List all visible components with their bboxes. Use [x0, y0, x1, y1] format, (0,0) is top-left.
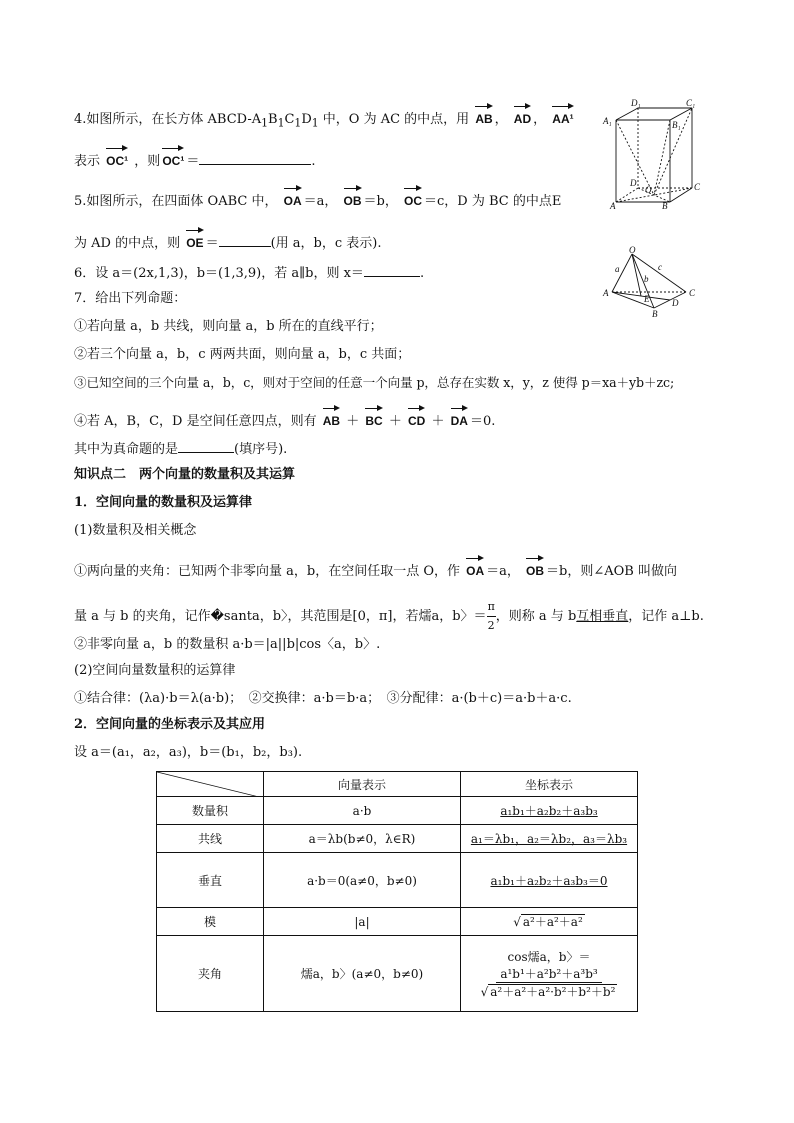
vector-ab: AB — [475, 104, 492, 129]
answer-blank-q7[interactable] — [178, 440, 234, 453]
row-vector: a＝λb(b≠0，λ∈R) — [264, 825, 461, 853]
cuboid-figure — [602, 98, 702, 210]
q7-title: 7．给出下列命题： — [74, 291, 187, 306]
vector-ab-q7: AB — [323, 406, 340, 431]
label-d2: D — [672, 298, 679, 308]
row-coordinate: √ a²＋a²＋a² — [461, 908, 638, 936]
cos-formula-label: cos燸a，b〉＝ — [507, 949, 591, 964]
label-d1: D₁ — [631, 98, 641, 108]
angle-definition-line1: ①两向量的夹角：已知两个非零向量 a，b，在空间任取一点 O，作 OA ＝a， OB ＝b，则∠AOB 叫做向 — [74, 556, 677, 581]
row-name: 垂直 — [157, 853, 264, 908]
q7-prop3: ③已知空间的三个向量 a，b，c，则对于空间的任意一个向量 p，总存在实数 x，y，z 使得 p＝xa＋yb＋zc; — [74, 375, 675, 390]
vector-oc1: OC¹ — [106, 146, 128, 171]
row-vector: |a| — [264, 908, 461, 936]
cos-numerator: a¹b¹＋a²b²＋a³b³ — [496, 965, 601, 983]
subsection-1: 1．空间向量的数量积及运算律 — [74, 495, 253, 510]
row-coordinate — [461, 936, 638, 1012]
answer-blank-q5[interactable] — [219, 234, 271, 247]
row-coordinate: a₁b₁＋a₂b₂＋a₃b₃＝0 — [461, 853, 638, 908]
q4-line1: 4.如图所示，在长方体 ABCD-$A_1B_1C_1D_1$ 中，O 为 AC 的中点，用 AB ， AD ， AA¹ — [74, 104, 576, 133]
table-row — [157, 908, 638, 936]
subsection-1-1: (1)数量积及相关概念 — [74, 523, 197, 538]
cos-denominator: √ a²＋a²＋a²·b²＋b²＋b² — [480, 984, 616, 999]
q4-line2: 表示 OC¹ ，则 OC¹ ＝ . — [74, 146, 315, 171]
label-a: A — [610, 201, 616, 210]
row-vector: 燸a，b〉(a≠0，b≠0) — [264, 936, 461, 1012]
q5-line2: 为 AD 的中点，则 OE ＝ (用 a，b，c 表示). — [74, 228, 381, 253]
row-name: 共线 — [157, 825, 264, 853]
table-row — [157, 825, 638, 853]
vector-ob-k2: OB — [526, 556, 544, 581]
label-c1: C₁ — [686, 98, 696, 108]
label-e: E — [644, 294, 650, 304]
vector-oc: OC — [404, 186, 422, 211]
q5-line1: 5.如图所示，在四面体 OABC 中， OA ＝a， OB ＝b， OC ＝c，D 为 BC 的中点E — [74, 186, 561, 211]
label-vec-a: a — [615, 264, 620, 274]
subsection-1-2: (2)空间向量数量积的运算律 — [74, 663, 236, 678]
q7-answer: 其中为真命题的是 (填序号). — [74, 442, 288, 457]
row-coordinate: a₁b₁＋a₂b₂＋a₃b₃ — [461, 797, 638, 825]
coordinate-table — [156, 771, 638, 1012]
label-vec-b: b — [644, 274, 649, 284]
vector-ob: OB — [344, 186, 362, 211]
row-vector: a·b — [264, 797, 461, 825]
label-d: D — [630, 178, 637, 188]
vector-cd-q7: CD — [408, 406, 425, 431]
operation-laws: ①结合律：(λa)·b＝λ(a·b)； ②交换律：a·b＝b·a； ③分配律：a·(b＋c)＝a·b＋a·c. — [74, 691, 572, 706]
label-o2: O — [629, 246, 636, 255]
vector-da-q7: DA — [451, 406, 468, 431]
row-name: 模 — [157, 908, 264, 936]
fraction-pi-over-2: $\frac{\pi}{2}$ — [487, 600, 495, 632]
q7-prop2: ②若三个向量 a，b，c 两两共面，则向量 a，b，c 共面； — [74, 347, 411, 362]
vector-oa: OA — [284, 186, 302, 211]
label-a1: A₁ — [603, 116, 612, 126]
label-b2: B — [652, 309, 658, 318]
label-o: O — [645, 185, 652, 195]
table-row — [157, 936, 638, 1012]
table-row — [157, 853, 638, 908]
q6-line: 6．设 a＝(2x,1,3)，b＝(1,3,9)，若 a∥b，则 x＝ . — [74, 266, 425, 281]
vector-oe: OE — [186, 228, 203, 253]
header-coordinate: 坐标表示 — [461, 772, 638, 797]
answer-blank-q4[interactable] — [199, 152, 311, 165]
label-a2: A — [603, 288, 609, 298]
q7-prop4: ④若 A，B，C，D 是空间任意四点，则有 AB ＋ BC ＋ CD ＋ DA ＝0. — [74, 406, 495, 431]
vector-oa-k2: OA — [466, 556, 484, 581]
label-b1: B₁ — [672, 120, 681, 130]
label-b: B — [662, 201, 668, 210]
tetrahedron-figure — [600, 246, 704, 318]
table-header-row — [157, 772, 638, 797]
table-row — [157, 797, 638, 825]
dot-product-definition: ②非零向量 a，b 的数量积 a·b＝|a||b|cos〈a，b〉. — [74, 637, 381, 652]
vector-oc1-b: OC¹ — [162, 146, 184, 171]
vector-ad: AD — [514, 104, 531, 129]
row-name: 数量积 — [157, 797, 264, 825]
vector-aa1: AA¹ — [552, 104, 573, 129]
diagonal-header-cell — [157, 772, 264, 797]
answer-blank-q6[interactable] — [364, 264, 420, 277]
q7-prop1: ①若向量 a，b 共线，则向量 a，b 所在的直线平行； — [74, 319, 383, 334]
angle-definition-line2: 量 a 与 b 的夹角，记作�santa，b〉，其范围是[0，π]，若燸a，b〉＝ $\frac{\pi}{2}$ ，则称 a 与 b互相垂直，记作 a⊥b. — [74, 598, 704, 635]
label-c: C — [694, 182, 701, 192]
subsection-2: 2．空间向量的坐标表示及其应用 — [74, 717, 266, 732]
label-vec-c: c — [658, 262, 662, 272]
row-name: 夹角 — [157, 936, 264, 1012]
vector-bc-q7: BC — [365, 406, 382, 431]
section-heading: 知识点二 两个向量的数量积及其运算 — [74, 467, 296, 482]
row-vector: a·b＝0(a≠0，b≠0) — [264, 853, 461, 908]
row-coordinate: a₁＝λb₁，a₂＝λb₂，a₃＝λb₃ — [461, 825, 638, 853]
label-c2: C — [689, 288, 696, 298]
header-vector: 向量表示 — [264, 772, 461, 797]
coordinate-setup: 设 a＝(a₁，a₂，a₃)，b＝(b₁，b₂，b₃). — [74, 745, 303, 760]
